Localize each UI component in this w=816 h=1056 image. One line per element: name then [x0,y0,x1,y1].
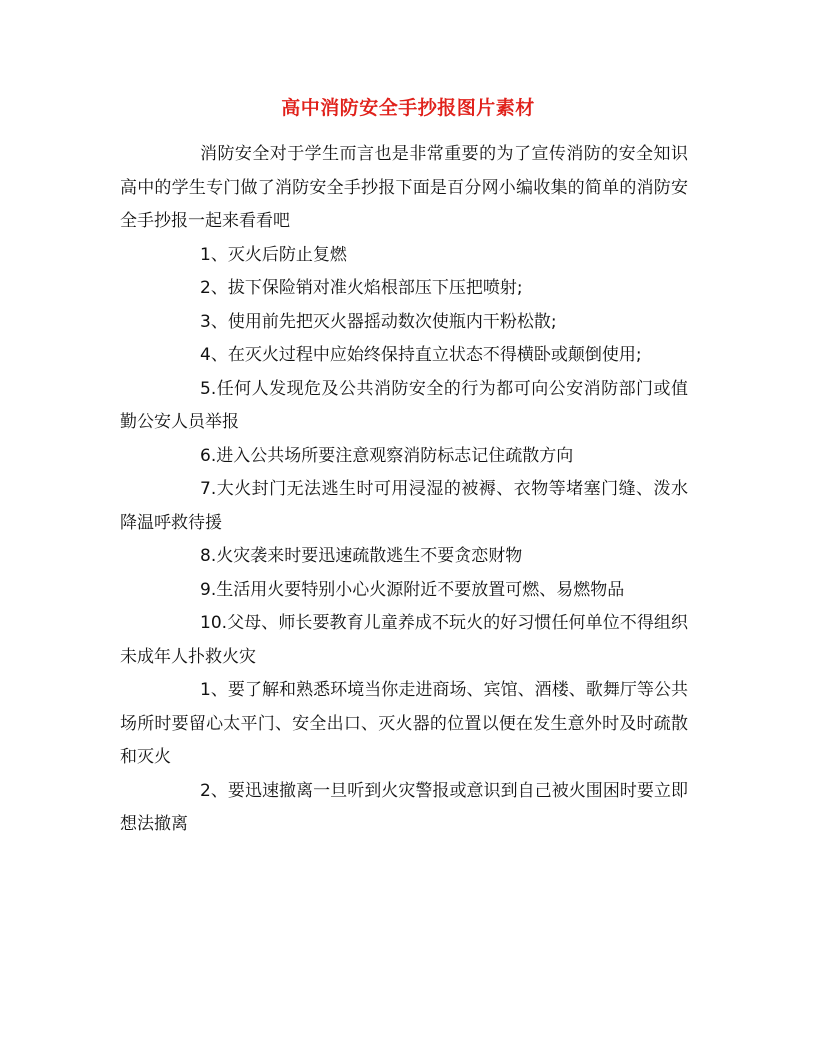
paragraph-item: 2、拔下保险销对准火焰根部压下压把喷射; [200,278,523,298]
paragraph-item: 10.父母、师长要教育儿童养成不玩火的好习惯任何单位不得组织未成年人扑救火灾 [120,613,688,667]
paragraph-item: 6.进入公共场所要注意观察消防标志记住疏散方向 [200,445,574,466]
paragraph-item: 2、要迅速撤离一旦听到火灾警报或意识到自己被火围困时要立即想法撤离 [120,780,688,834]
paragraph-item: 7.大火封门无法逃生时可用浸湿的被褥、衣物等堵塞门缝、泼水降温呼救待援 [120,479,688,533]
document-title: 高中消防安全手抄报图片素材 [281,97,535,119]
document-body [120,138,688,842]
paragraph-item: 4、在灭火过程中应始终保持直立状态不得横卧或颠倒使用; [200,345,642,365]
paragraph-item: 5.任何人发现危及公共消防安全的行为都可向公安消防部门或值勤公安人员举报 [120,378,688,432]
paragraph-item: 1、要了解和熟悉环境当你走进商场、宾馆、酒楼、歌舞厅等公共场所时要留心太平门、安全出口、灭火器的位置以便在发生意外时及时疏散和灭火 [120,680,688,767]
paragraph-intro: 消防安全对于学生而言也是非常重要的为了宣传消防的安全知识高中的学生专门做了消防安全手抄报下面是百分网小编收集的简单的消防安全手抄报一起来看看吧 [120,144,688,231]
paragraph-item: 9.生活用火要特别小心火源附近不要放置可燃、易燃物品 [200,579,625,600]
paragraph-item: 8.火灾袭来时要迅速疏散逃生不要贪恋财物 [200,546,523,566]
paragraph-item: 3、使用前先把灭火器摇动数次使瓶内干粉松散; [200,311,557,332]
paragraph-item: 1、灭火后防止复燃 [200,244,347,265]
